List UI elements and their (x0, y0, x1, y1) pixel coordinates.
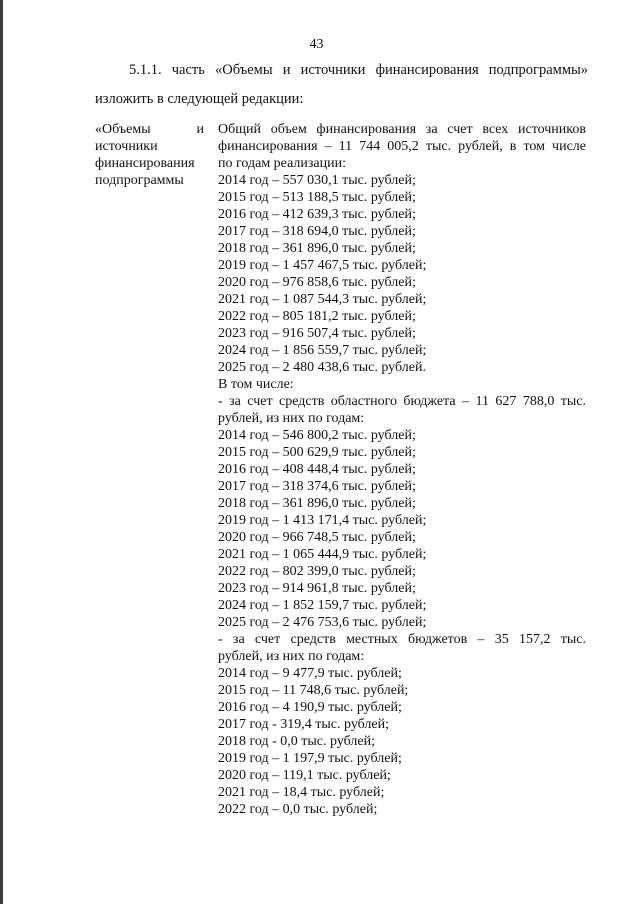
local-year-row: 2018 год - 0,0 тыс. рублей; (218, 734, 376, 749)
regional-year-row: 2024 год – 1 852 159,7 тыс. рублей; (218, 598, 427, 613)
intro-continuation: изложить в следующей редакции: (95, 91, 304, 107)
total-year-row: 2014 год – 557 030,1 тыс. рублей; (218, 173, 416, 188)
total-line: по годам реализации: (218, 156, 346, 171)
regional-year-row: 2025 год – 2 476 753,6 тыс. рублей; (218, 615, 427, 630)
left-cell-line: «Объемы и (95, 122, 204, 137)
regional-line: рублей, из них по годам: (218, 411, 365, 426)
total-year-row: 2016 год – 412 639,3 тыс. рублей; (218, 207, 416, 222)
regional-line: - за счет средств областного бюджета – 11 627 788,0 тыс. (218, 394, 586, 409)
total-year-row: 2017 год – 318 694,0 тыс. рублей; (218, 224, 416, 239)
total-line: Общий объем финансирования за счет всех источников (218, 122, 586, 137)
intro-paragraph: 5.1.1. часть «Объемы и источники финансирования подпрограммы» (129, 62, 588, 78)
total-year-row: 2024 год – 1 856 559,7 тыс. рублей; (218, 343, 427, 358)
local-year-row: 2020 год – 119,1 тыс. рублей; (218, 768, 391, 783)
scan-edge (0, 0, 3, 904)
local-year-row: 2015 год – 11 748,6 тыс. рублей; (218, 683, 409, 698)
local-year-row: 2014 год – 9 477,9 тыс. рублей; (218, 666, 402, 681)
total-year-row: 2019 год – 1 457 467,5 тыс. рублей; (218, 258, 427, 273)
including-label: В том числе: (218, 377, 294, 392)
total-line: финансирования – 11 744 005,2 тыс. рублей, в том числе (218, 139, 586, 154)
local-line: рублей, из них по годам: (218, 649, 365, 664)
local-year-row: 2019 год – 1 197,9 тыс. рублей; (218, 751, 402, 766)
total-year-row: 2025 год – 2 480 438,6 тыс. рублей. (218, 360, 426, 375)
total-year-row: 2020 год – 976 858,6 тыс. рублей; (218, 275, 416, 290)
total-year-row: 2021 год – 1 087 544,3 тыс. рублей; (218, 292, 427, 307)
regional-year-row: 2020 год – 966 748,5 тыс. рублей; (218, 530, 416, 545)
regional-year-row: 2017 год – 318 374,6 тыс. рублей; (218, 479, 416, 494)
total-year-row: 2018 год – 361 896,0 тыс. рублей; (218, 241, 416, 256)
left-cell-line: источники (95, 139, 158, 154)
local-line: - за счет средств местных бюджетов – 35 157,2 тыс. (218, 632, 586, 647)
left-cell-line: подпрограммы (95, 173, 184, 188)
total-year-row: 2022 год – 805 181,2 тыс. рублей; (218, 309, 416, 324)
regional-year-row: 2021 год – 1 065 444,9 тыс. рублей; (218, 547, 427, 562)
regional-year-row: 2016 год – 408 448,4 тыс. рублей; (218, 462, 416, 477)
local-year-row: 2022 год – 0,0 тыс. рублей; (218, 802, 378, 817)
total-year-row: 2023 год – 916 507,4 тыс. рублей; (218, 326, 416, 341)
table-right-cell (218, 121, 586, 818)
local-year-row: 2021 год – 18,4 тыс. рублей; (218, 785, 385, 800)
regional-year-row: 2018 год – 361 896,0 тыс. рублей; (218, 496, 416, 511)
page-number: 43 (309, 37, 324, 52)
total-year-row: 2015 год – 513 188,5 тыс. рублей; (218, 190, 416, 205)
regional-year-row: 2019 год – 1 413 171,4 тыс. рублей; (218, 513, 427, 528)
local-year-row: 2017 год - 319,4 тыс. рублей; (218, 717, 390, 732)
regional-year-row: 2014 год – 546 800,2 тыс. рублей; (218, 428, 416, 443)
local-year-row: 2016 год – 4 190,9 тыс. рублей; (218, 700, 402, 715)
table-left-cell (95, 121, 204, 189)
left-cell-line: финансирования (95, 156, 195, 171)
regional-year-row: 2015 год – 500 629,9 тыс. рублей; (218, 445, 416, 460)
regional-year-row: 2022 год – 802 399,0 тыс. рублей; (218, 564, 416, 579)
regional-year-row: 2023 год – 914 961,8 тыс. рублей; (218, 581, 416, 596)
